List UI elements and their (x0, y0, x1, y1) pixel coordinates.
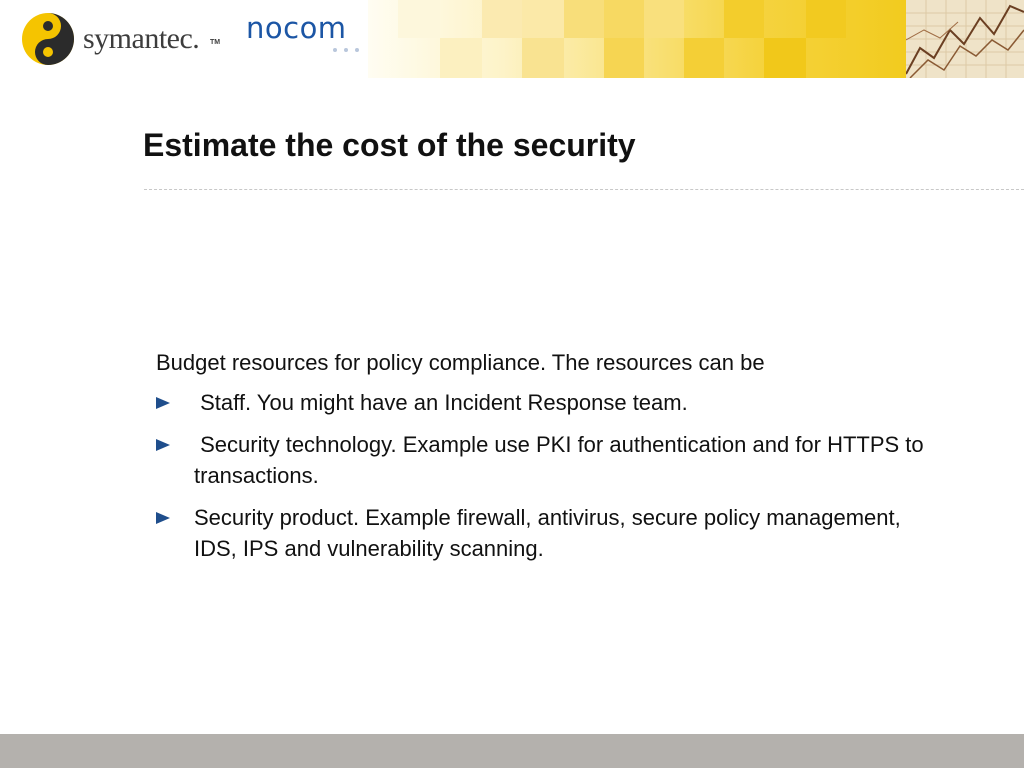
header-mosaic-pattern (368, 0, 908, 78)
triangle-right-icon (156, 439, 170, 451)
bullet-item-security-technology (156, 429, 934, 491)
title-divider (144, 189, 1024, 190)
bullet-text: Security product. Example firewall, antivirus, secure policy management, IDS, IPS and vulnerability scanning. (194, 505, 907, 561)
nocom-dots-icon (332, 47, 360, 53)
bullet-item-staff (156, 387, 934, 418)
bullet-list (156, 387, 976, 564)
bullet-item-security-product (156, 502, 934, 564)
footer-bar (0, 734, 1024, 768)
triangle-right-icon (156, 397, 170, 409)
bullet-text: Staff. You might have an Incident Response team. (194, 390, 688, 415)
symantec-logo (20, 12, 220, 66)
slide-title: Estimate the cost of the security (143, 127, 636, 163)
intro-text: Budget resources for policy compliance. The resources can be (156, 350, 765, 375)
symantec-swirl-icon (20, 12, 76, 66)
slide-header (0, 0, 1024, 78)
triangle-right-icon (156, 512, 170, 524)
slide-body (156, 347, 976, 575)
symantec-trademark: TM (210, 39, 221, 46)
bullet-text: Security technology. Example use PKI for authentication and for HTTPS to transactions. (194, 432, 930, 488)
chart-graphic-icon (906, 0, 1024, 78)
symantec-wordmark: symantec. (83, 22, 200, 55)
nocom-logo (246, 11, 364, 56)
nocom-wordmark: nocom (246, 11, 347, 45)
